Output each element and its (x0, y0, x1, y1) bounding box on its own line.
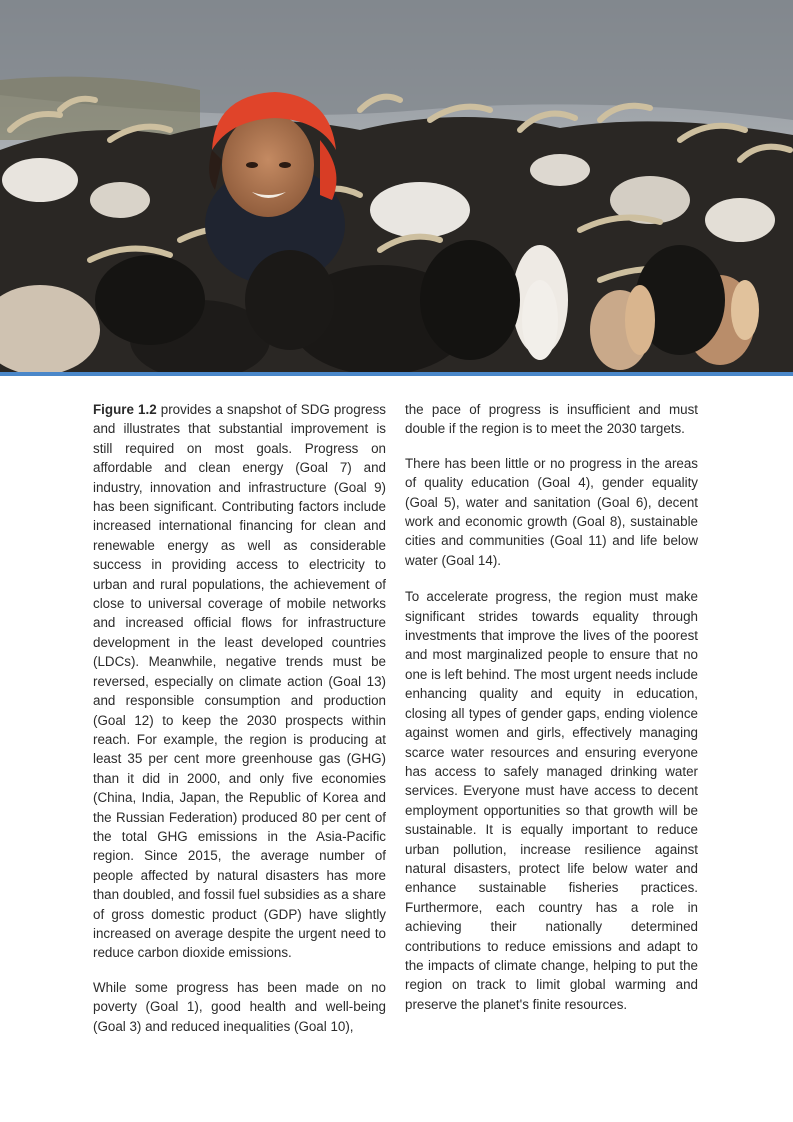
left-column (93, 400, 386, 1051)
paragraph: While some progress has been made on no poverty (Goal 1), good health and well-being (Goal 3) and reduced inequalities (Goal 10), (93, 979, 386, 1034)
paragraph: the pace of progress is insufficient and must double if the region is to meet the 2030 targets. (405, 402, 698, 437)
right-column (405, 400, 698, 1029)
paragraph-text: provides a snapshot of SDG progress and illustrates that substantial improvement is still required on most goals. Progress on affordable and clean energy (Goal 7) and industry, innovation and infrastructure (Goal 9) has been significant. Contributing factors include increased international financing for clean and renewable energy as well as considerable success in providing access to electricity to urban and rural populations, the achievement of close to universal coverage of mobile networks and increased official flows for infrastructure development in the least developed countries (LDCs). Meanwhile, negative trends must be reversed, especially on climate action (Goal 13) and responsible consumption and production (Goal 12) to keep the 2030 prospects within reach. For example, the region is producing at least 35 per cent more greenhouse gas (GHG) than it did in 2000, and only five economies (China, India, Japan, the Republic of Korea and the Russian Federation) produced 80 per cent of the total GHG emissions in the Asia-Pacific region. Since 2015, the average number of people affected by natural disasters has more than doubled, and fossil fuel subsidies as a share of gross domestic product (GDP) have slightly increased on average despite the urgent need to reduce carbon dioxide emissions. (93, 402, 386, 961)
figure-reference: Figure 1.2 (93, 402, 157, 417)
paragraph: There has been little or no progress in the areas of quality education (Goal 4), gender equality (Goal 5), water and sanitation (Goal 6), decent work and economic growth (Goal 8), sustainable cities and communities (Goal 11) and life below water (Goal 14). (405, 455, 698, 568)
herder-with-goats-photo-icon (0, 0, 793, 372)
paragraph (93, 400, 386, 963)
blue-divider (0, 372, 793, 376)
hero-photo (0, 0, 793, 372)
paragraph: To accelerate progress, the region must make significant strides towards equality through investments that improve the lives of the poorest and most marginalized people to ensure that no one is left behind. The most urgent needs include enhancing quality and equity in education, closing all types of gender gaps, ending violence against women and girls, effectively managing scarce water resources and ensuring everyone has access to safely managed drinking water services. Everyone must have access to decent employment opportunities so that growth will be sustainable. It is equally important to reduce urban pollution, increase resilience against natural disasters, protect life below water and enhance sustainable fisheries practices. Furthermore, each country has a role in achieving their nationally determined contributions to reduce emissions and adapt to the impacts of climate change, helping to put the region on track to limit global warming and preserve the planet's finite resources. (405, 589, 698, 1012)
